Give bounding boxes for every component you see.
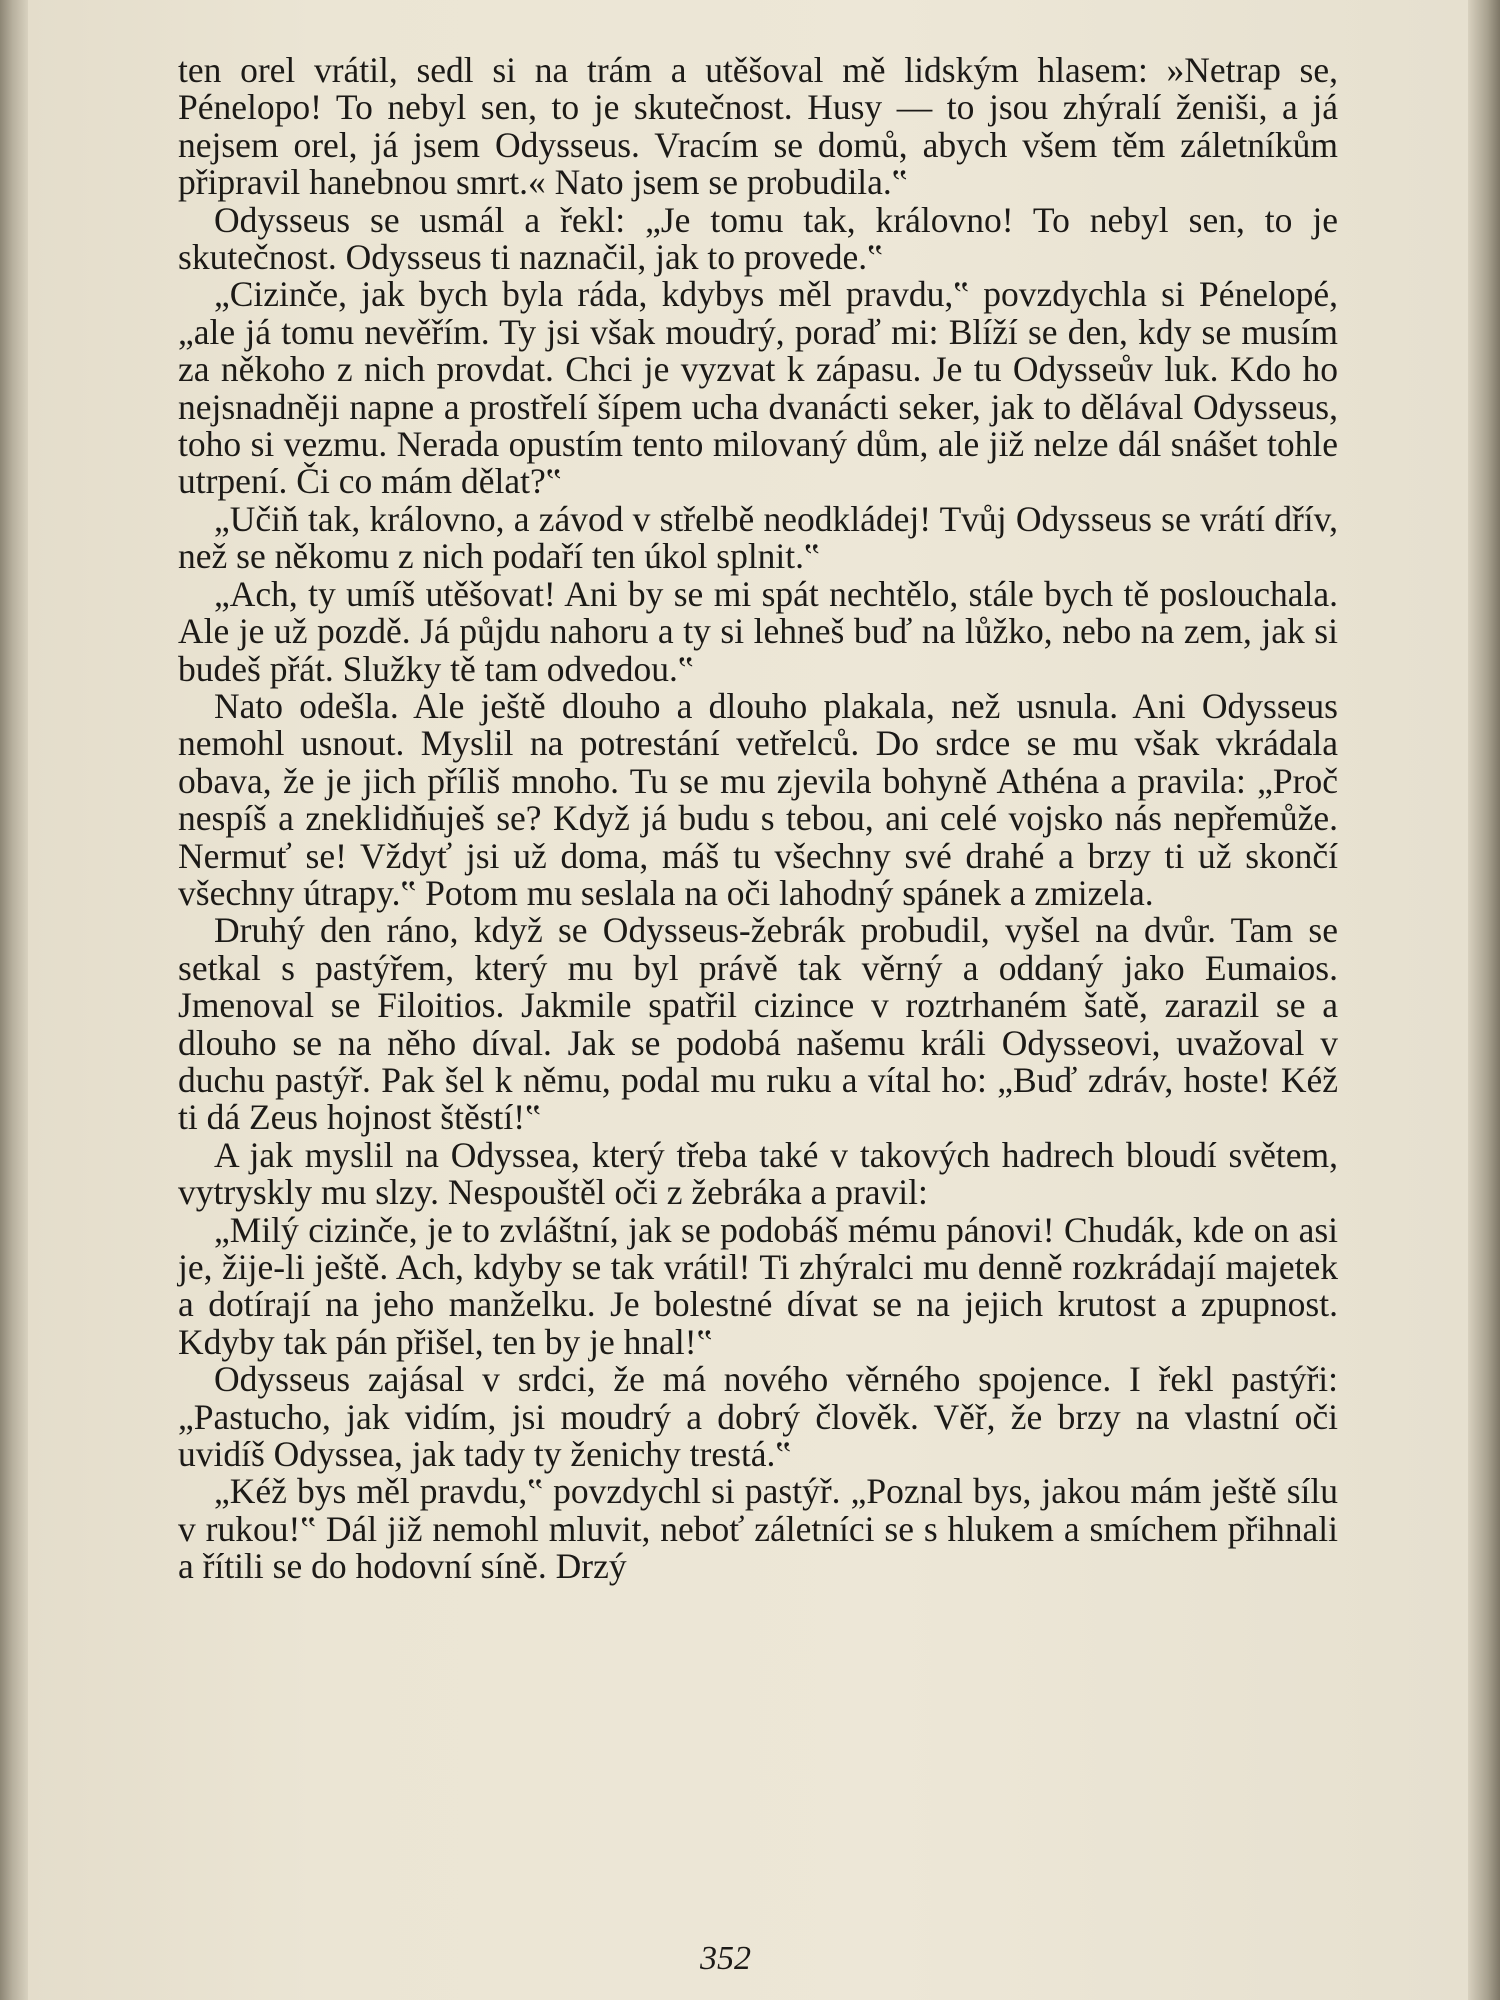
paragraph-2: Odysseus se usmál a řekl: „Je tomu tak, královno! To nebyl sen, to je skutečnost. Odysseus ti naznačil, jak to provede.‟ — [178, 199, 1338, 278]
page-text — [178, 52, 1338, 1586]
paragraph-10: Odysseus zajásal v srdci, že má nového věrného spojence. I řekl pastýři: „Pastucho, jak vidím, jsi moudrý a dobrý člověk. Věř, že brzy na vlastní oči uvidíš Odyssea, jak tady ty ženichy trestá.‟ — [178, 1359, 1338, 1475]
paragraph-4: „Učiň tak, královno, a závod v střelbě neodkládej! Tvůj Odysseus se vrátí dřív, než se někomu z nich podaří ten úkol splnit.‟ — [178, 498, 1338, 577]
paragraph-7: Druhý den ráno, když se Odysseus-žebrák probudil, vyšel na dvůr. Tam se setkal s pastýřem, který mu byl právě tak věrný a oddaný jako Eumaios. Jmenoval se Filoitios. Jakmile spatřil cizince v roztrhaném šatě, zarazil se a dlouho se na něho díval. Jak se podobá našemu králi Odysseovi, uvažoval v duchu pastýř. Pak šel k němu, podal mu ruku a vítal ho: „Buď zdráv, hoste! Kéž ti dá Zeus hojnost štěstí!‟ — [178, 910, 1338, 1138]
paragraph-8: A jak myslil na Odyssea, který třeba také v takových hadrech bloudí světem, vytryskly mu slzy. Nespouštěl oči z žebráka a pravil: — [178, 1134, 1338, 1213]
paragraph-6: Nato odešla. Ale ještě dlouho a dlouho plakala, než usnula. Ani Odysseus nemohl usnout. Myslil na potrestání vetřelců. Do srdce se mu však vkrádala obava, že je jich příliš mnoho. Tu se mu zjevila bohyně Athéna a pravila: „Proč nespíš a zneklidňuješ se? Když já budu s tebou, ani celé vojsko nás nepřemůže. Nermuť se! Vždyť jsi už doma, máš tu všechny své drahé a brzy ti už skončí všechny útrapy.‟ Potom mu seslala na oči lahodný spánek a zmizela. — [178, 685, 1338, 913]
page-number: 352 — [700, 1940, 751, 1977]
book-gutter-shadow — [0, 0, 28, 2000]
paragraph-11: „Kéž bys měl pravdu,‟ povzdychl si pastýř. „Poznal bys, jakou mám ještě sílu v rukou!‟ Dál již nemohl mluvit, neboť záletníci se s hlukem a smíchem přihnali a řítili se do hodovní síně. Drzý — [178, 1471, 1338, 1587]
paragraph-1: ten orel vrátil, sedl si na trám a utěšoval mě lidským hlasem: »Netrap se, Pénelopo! To nebyl sen, to je skutečnost. Husy — to jsou zhýralí ženiši, a já nejsem orel, já jsem Odysseus. Vracím se domů, abych všem těm záletníkům připravil hanebnou smrt.« Nato jsem se probudila.‟ — [178, 50, 1338, 203]
paragraph-3: „Cizinče, jak bych byla ráda, kdybys měl pravdu,‟ povzdychla si Pénelopé, „ale já tomu nevěřím. Ty jsi však moudrý, poraď mi: Blíží se den, kdy se musím za někoho z nich provdat. Chci je vyzvat k zápasu. Je tu Odysseův luk. Kdo ho nejsnadněji napne a prostřelí šípem ucha dvanácti seker, jak to dělával Odysseus, toho si vezmu. Nerada opustím tento milovaný dům, ale již nelze dál snášet tohle utrpení. Či co mám dělat?‟ — [178, 274, 1338, 502]
book-page-edge — [1468, 0, 1500, 2000]
paragraph-9: „Milý cizinče, je to zvláštní, jak se podobáš mému pánovi! Chudák, kde on asi je, žije-li ještě. Ach, kdyby se tak vrátil! Ti zhýralci mu denně rozkrádají majetek a dotírají na jeho manželku. Je bolestné dívat se na jejich krutost a zpupnost. Kdyby tak pán přišel, ten by je hnal!‟ — [178, 1209, 1338, 1362]
paragraph-5: „Ach, ty umíš utěšovat! Ani by se mi spát nechtělo, stále bych tě poslouchala. Ale je už pozdě. Já půjdu nahoru a ty si lehneš buď na lůžko, nebo na zem, jak si budeš přát. Služky tě tam odvedou.‟ — [178, 573, 1338, 689]
